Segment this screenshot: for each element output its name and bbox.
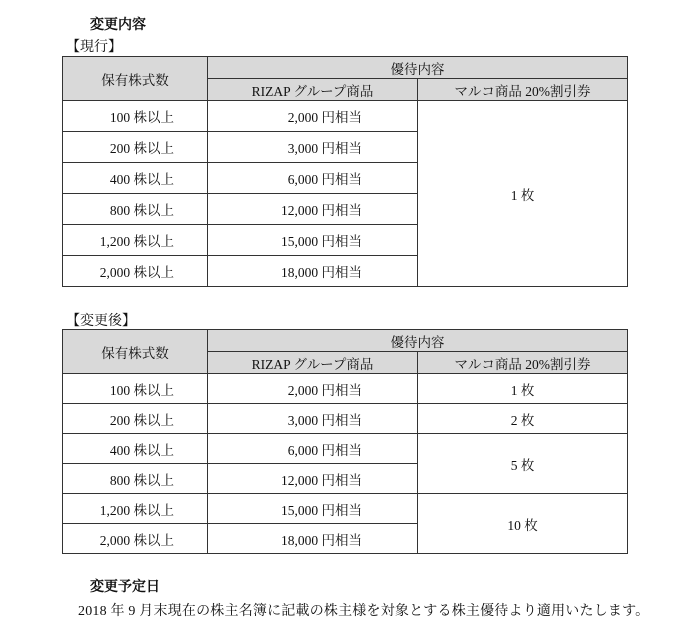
rizap-cell: 6,000 円相当 [208, 434, 418, 464]
rizap-cell: 15,000 円相当 [208, 494, 418, 524]
rizap-cell: 12,000 円相当 [208, 194, 418, 225]
maruko-cell: 1 枚 [418, 101, 628, 287]
maruko-cell: 5 枚 [418, 434, 628, 494]
table-row [63, 494, 628, 524]
header-rizap: RIZAP グループ商品 [208, 79, 418, 101]
current-benefit-table [62, 56, 628, 287]
header-rizap: RIZAP グループ商品 [208, 352, 418, 374]
maruko-cell: 2 枚 [418, 404, 628, 434]
after-benefit-table [62, 329, 628, 554]
maruko-cell: 10 枚 [418, 494, 628, 554]
section-title: 変更内容 [90, 18, 146, 33]
rizap-cell: 18,000 円相当 [208, 524, 418, 554]
header-shares: 保有株式数 [63, 57, 208, 101]
current-label: 【現行】 [66, 40, 122, 55]
rizap-cell: 3,000 円相当 [208, 132, 418, 163]
rizap-cell: 12,000 円相当 [208, 464, 418, 494]
header-shares: 保有株式数 [63, 330, 208, 374]
rizap-cell: 3,000 円相当 [208, 404, 418, 434]
rizap-cell: 18,000 円相当 [208, 256, 418, 287]
shares-cell: 2,000 株以上 [63, 524, 208, 554]
header-benefit: 優待内容 [208, 57, 628, 79]
shares-cell: 1,200 株以上 [63, 225, 208, 256]
shares-cell: 400 株以上 [63, 163, 208, 194]
shares-cell: 200 株以上 [63, 404, 208, 434]
schedule-text: 2018 年 9 月末現在の株主名簿に記載の株主様を対象とする株主優待より適用いたします。 [78, 604, 650, 619]
shares-cell: 2,000 株以上 [63, 256, 208, 287]
shares-cell: 1,200 株以上 [63, 494, 208, 524]
shares-cell: 800 株以上 [63, 464, 208, 494]
header-maruko: マルコ商品 20%割引券 [418, 79, 628, 101]
rizap-cell: 6,000 円相当 [208, 163, 418, 194]
schedule-title: 変更予定日 [90, 580, 160, 595]
maruko-cell: 1 枚 [418, 374, 628, 404]
rizap-cell: 2,000 円相当 [208, 101, 418, 132]
after-label: 【変更後】 [66, 314, 136, 329]
rizap-cell: 15,000 円相当 [208, 225, 418, 256]
table-row [63, 434, 628, 464]
table-row [63, 374, 628, 404]
header-benefit: 優待内容 [208, 330, 628, 352]
table-row [63, 101, 628, 132]
header-maruko: マルコ商品 20%割引券 [418, 352, 628, 374]
shares-cell: 100 株以上 [63, 374, 208, 404]
rizap-cell: 2,000 円相当 [208, 374, 418, 404]
shares-cell: 100 株以上 [63, 101, 208, 132]
table-row [63, 404, 628, 434]
shares-cell: 200 株以上 [63, 132, 208, 163]
shares-cell: 400 株以上 [63, 434, 208, 464]
shares-cell: 800 株以上 [63, 194, 208, 225]
